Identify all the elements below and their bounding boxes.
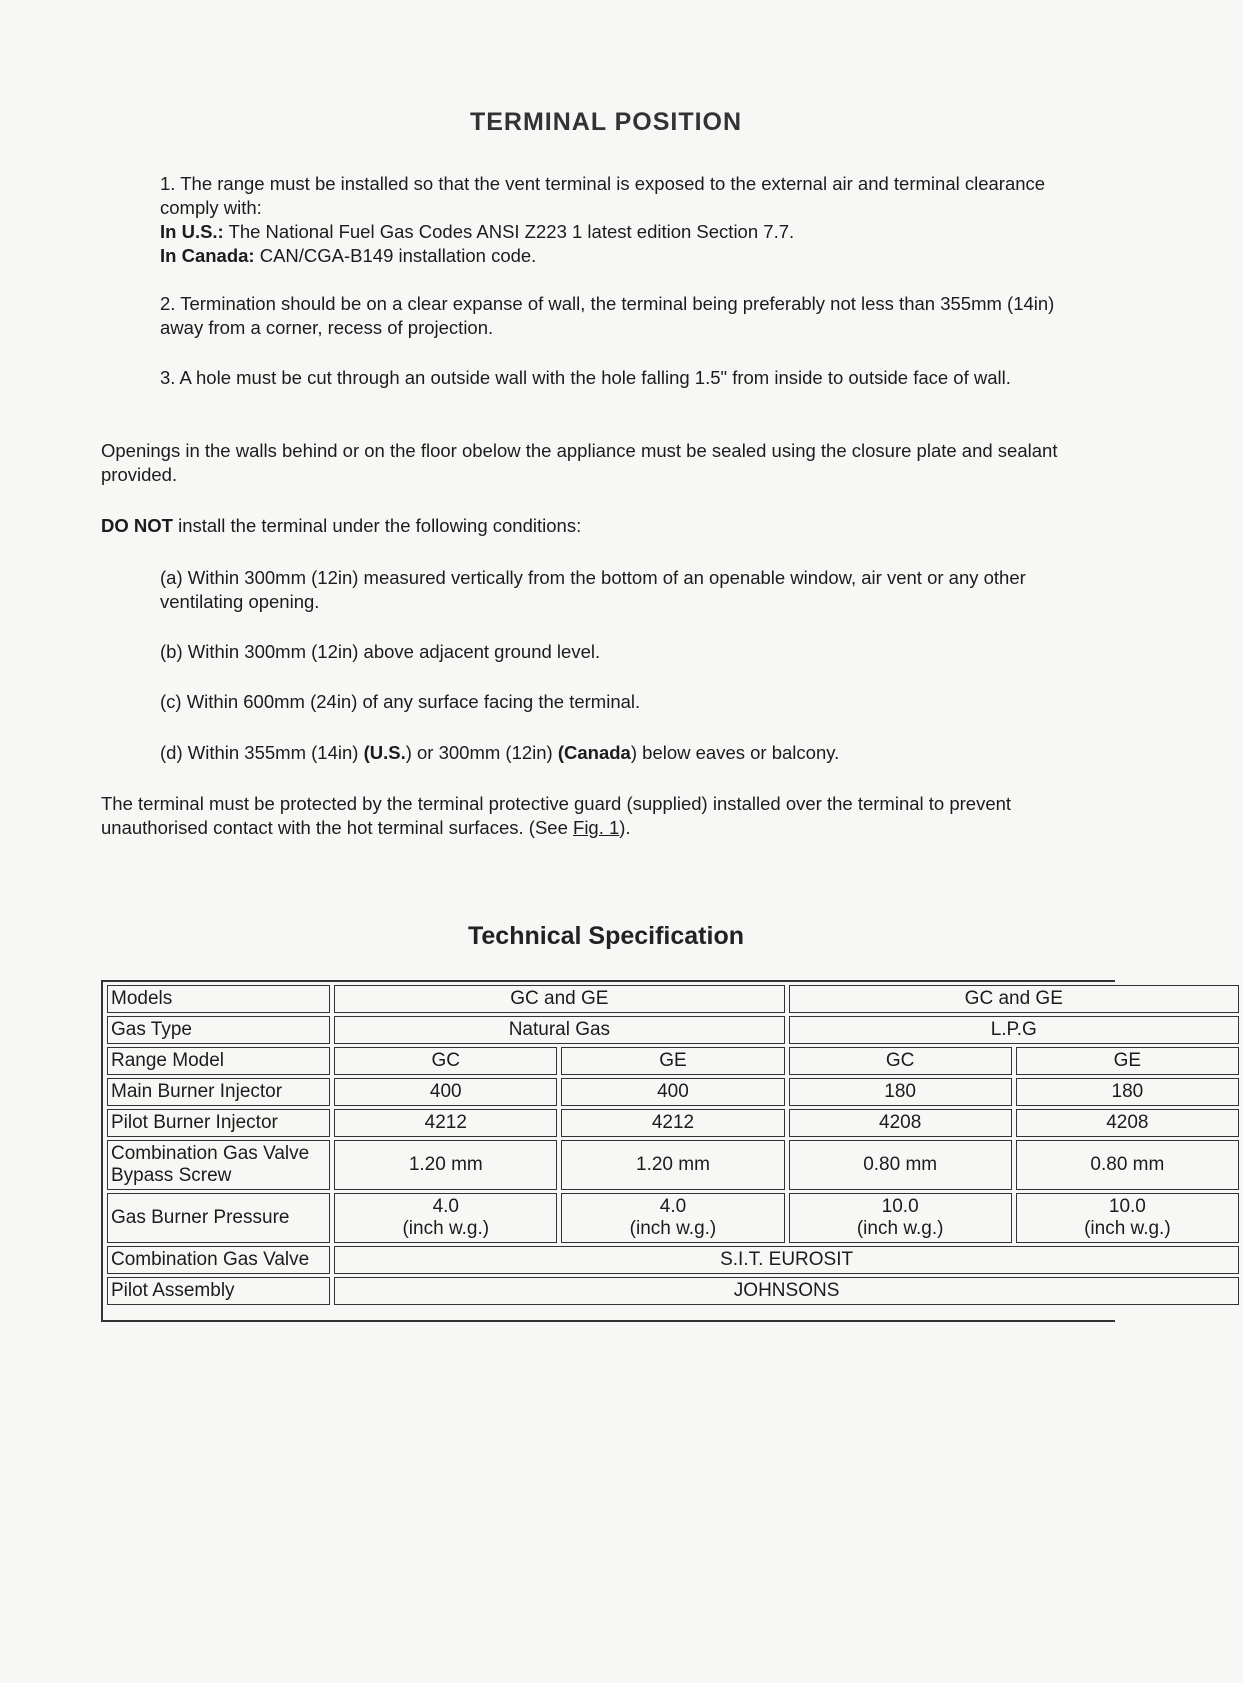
pilot-assembly-value: JOHNSONS (334, 1277, 1239, 1305)
table-cell: 1.20 mm (561, 1140, 784, 1190)
guard-paragraph (101, 792, 1101, 840)
table-cell: 1.20 mm (334, 1140, 557, 1190)
spec-table-wrapper (101, 980, 1171, 1322)
table-row (107, 1193, 1239, 1243)
pressure-unit: (inch w.g.) (856, 1218, 944, 1239)
condition-a: (a) Within 300mm (12in) measured vertically from the bottom of an openable window, air vent or any other ventilating opening. (160, 567, 1026, 612)
bypass-label (107, 1140, 330, 1190)
pressure-value: 10.0 (1108, 1196, 1146, 1217)
table-cell: 0.80 mm (789, 1140, 1012, 1190)
models-lpg: GC and GE (789, 985, 1239, 1013)
spec-table (103, 982, 1243, 1308)
pressure-unit: (inch w.g.) (402, 1218, 490, 1239)
table-cell: 0.80 mm (1016, 1140, 1239, 1190)
table-row (107, 1277, 1239, 1305)
table-cell (789, 1193, 1012, 1243)
do-not-label: DO NOT (101, 515, 173, 536)
condition-d-mid: ) or 300mm (12in) (405, 742, 558, 763)
table-cell: 4208 (789, 1109, 1012, 1137)
canada-label: In Canada: (160, 245, 255, 266)
models-ng: GC and GE (334, 985, 784, 1013)
fig-1-link[interactable]: Fig. 1 (573, 817, 620, 838)
table-row (107, 1109, 1239, 1137)
table-cell (561, 1193, 784, 1243)
openings-paragraph: Openings in the walls behind or on the floor obelow the appliance must be sealed using the closure plate and sealant provided. (101, 440, 1058, 485)
pilot-injector-label: Pilot Burner Injector (107, 1109, 330, 1137)
terminal-position-title: TERMINAL POSITION (469, 108, 743, 136)
table-cell: 4208 (1016, 1109, 1239, 1137)
canada-text: CAN/CGA-B149 installation code. (254, 245, 537, 266)
table-cell: GC (789, 1047, 1012, 1075)
pressure-value: 4.0 (659, 1196, 687, 1217)
gas-type-label: Gas Type (107, 1016, 330, 1044)
table-row (107, 1140, 1239, 1190)
item-2: 2. Termination should be on a clear expanse of wall, the terminal being preferably not less than 355mm (14in) away from a corner, recess of projection. (160, 293, 1055, 338)
table-cell: 4212 (334, 1109, 557, 1137)
pressure-unit: (inch w.g.) (1084, 1218, 1171, 1239)
tech-spec-title: Technical Specification (467, 922, 744, 950)
condition-d (160, 741, 1060, 765)
table-cell: GC (334, 1047, 557, 1075)
pressure-value: 10.0 (881, 1196, 919, 1217)
table-cell: 4212 (561, 1109, 784, 1137)
gas-type-lpg: L.P.G (789, 1016, 1239, 1044)
table-cell: GE (561, 1047, 784, 1075)
table-cell: 180 (1016, 1078, 1239, 1106)
pressure-unit: (inch w.g.) (629, 1218, 717, 1239)
us-label: In U.S.: (160, 221, 224, 242)
do-not-paragraph (101, 514, 1101, 538)
table-row (107, 1047, 1239, 1075)
table-row (107, 1078, 1239, 1106)
table-cell (1016, 1193, 1239, 1243)
table-row (107, 1016, 1239, 1044)
bypass-label-line2: Bypass Screw (111, 1165, 232, 1186)
do-not-text: install the terminal under the following conditions: (172, 515, 582, 536)
guard-text: The terminal must be protected by the terminal protective guard (supplied) installed over the terminal to prevent unauthorised contact with the hot terminal surfaces. (See (101, 793, 1012, 838)
valve-value: S.I.T. EUROSIT (334, 1246, 1239, 1274)
pressure-value: 4.0 (432, 1196, 459, 1217)
condition-c: (c) Within 600mm (24in) of any surface facing the terminal. (160, 691, 641, 712)
table-cell: 400 (334, 1078, 557, 1106)
us-text: The National Fuel Gas Codes ANSI Z223 1 latest edition Section 7.7. (223, 221, 795, 242)
condition-d-pre: (d) Within 355mm (14in) (160, 742, 364, 763)
condition-d-us: (U.S. (363, 742, 406, 763)
table-row (107, 985, 1239, 1013)
pressure-label: Gas Burner Pressure (107, 1193, 330, 1243)
table-cell: GE (1016, 1047, 1239, 1075)
item-1 (160, 172, 1060, 268)
table-row (107, 1246, 1239, 1274)
table-cell: 180 (789, 1078, 1012, 1106)
bypass-label-line1: Combination Gas Valve (111, 1143, 310, 1164)
guard-end: ). (619, 817, 631, 838)
item-1-text: 1. The range must be installed so that the vent terminal is exposed to the external air and terminal clearance comply with: (160, 173, 1046, 218)
condition-b: (b) Within 300mm (12in) above adjacent ground level. (160, 641, 601, 662)
table-cell: 400 (561, 1078, 784, 1106)
valve-label: Combination Gas Valve (107, 1246, 330, 1274)
table-cell (334, 1193, 557, 1243)
condition-d-canada: (Canada (557, 742, 631, 763)
condition-d-post: ) below eaves or balcony. (630, 742, 840, 763)
main-injector-label: Main Burner Injector (107, 1078, 330, 1106)
gas-type-ng: Natural Gas (334, 1016, 784, 1044)
models-label: Models (107, 985, 330, 1013)
pilot-assembly-label: Pilot Assembly (107, 1277, 330, 1305)
range-model-label: Range Model (107, 1047, 330, 1075)
item-3: 3. A hole must be cut through an outside wall with the hole falling 1.5" from inside to outside face of wall. (160, 367, 1011, 388)
